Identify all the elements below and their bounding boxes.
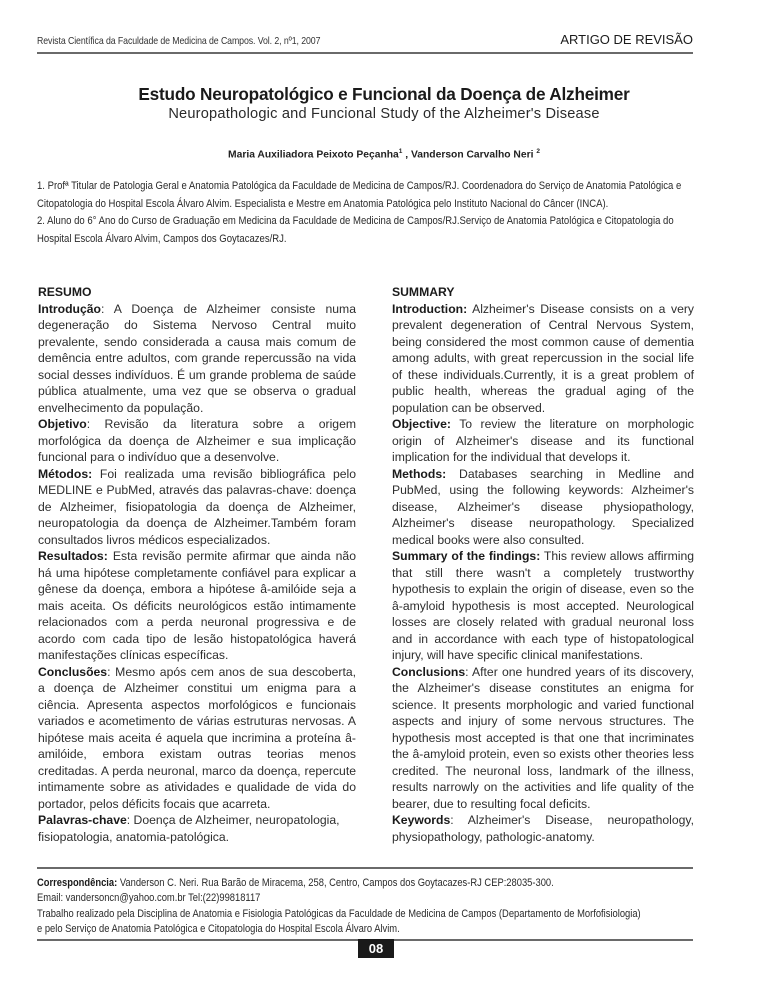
section-label: Keywords	[392, 813, 451, 827]
work-credit-line: e pelo Serviço de Anatomia Patológica e Citopatologia do Hospital Escola Álvaro Alvim.	[37, 923, 400, 936]
affiliations	[37, 178, 685, 248]
abstract-paragraph	[38, 416, 356, 466]
section-text: To review the literature on morphologic origin of Alzheimer's disease and its functional implication for the individual that develops it.	[392, 417, 694, 464]
label-separator: :	[100, 301, 114, 316]
abstract-paragraph	[38, 548, 356, 664]
abstract-paragraph	[38, 664, 356, 813]
summary-heading: SUMMARY	[392, 285, 455, 299]
section-label: Methods:	[392, 466, 447, 481]
author-name: Maria Auxiliadora Peixoto Peçanha	[228, 149, 399, 161]
section-label: Conclusões	[38, 664, 108, 679]
section-text: Revisão da literatura sobre a origem morfológica da doença de Alzheimer e sua implicação funcional para o indivíduo que a desenvolve.	[38, 417, 356, 464]
correspondence-label: Correspondência:	[37, 877, 118, 889]
article-subtitle: Neuropathologic and Funcional Study of the Alzheimer's Disease	[168, 106, 600, 122]
running-header	[37, 30, 693, 54]
section-label: Palavras-chave	[38, 813, 127, 827]
section-text: Databases searching in Medline and PubMed, using the following keywords: Alzheimer's disease, Alzheimer's disease physiopathology, Alzheimer's disease neuropathology. Specialized medical books were also consulted.	[392, 466, 694, 547]
author-mark: 2	[536, 148, 540, 155]
affiliation-2: 2. Aluno do 6° Ano do Curso de Graduação em Medicina da Faculdade de Medicina de Campos/RJ.Serviço de Anatomia Patológica e Citopatologia do Hospital Escola Álvaro Alvim, Campos dos Goytacazes/RJ.	[37, 215, 674, 245]
abstract-portuguese	[38, 284, 356, 845]
section-label: Conclusions	[392, 664, 466, 679]
label-separator	[446, 467, 459, 481]
keywords-paragraph	[38, 812, 356, 845]
abstract-paragraph	[392, 416, 694, 466]
abstract-english	[392, 284, 694, 845]
abstract-paragraph	[392, 548, 694, 664]
section-text: Foi realizada uma revisão bibliográfica pelo MEDLINE e PubMed, através das palavras-chave: doença de Alzheimer, fisiopatologia da doença de Alzheimer, neuropatologia da doença de Alzheimer.Também foram consultados livros médicos especializados.	[38, 466, 356, 547]
page-number: 08	[358, 939, 394, 958]
contact-line: Email: vandersoncn@yahoo.com.br Tel:(22)99818117	[37, 892, 261, 905]
abstract-paragraph	[38, 301, 356, 417]
label-separator: :	[126, 813, 134, 827]
section-text: Mesmo após cem anos de sua descoberta, a doença de Alzheimer constitui um enigma para a ciência. Apresenta aspectos morfológicos e funcionais variados e acometimento de várias estruturas nervosas. A hipótese mais aceita é aquela que incrimina a proteína â-amilóide, embora existam outras teorias menos creditadas. A perda neuronal, marco da doença, repercute intimamente sobre as atividades e qualidade de vida do portador, pelos déficits focais que acarreta.	[38, 664, 356, 811]
section-text: Alzheimer's Disease consists on a very prevalent degeneration of Central Nervous System, being considered the most common cause of dementia among adults, with great repercussion in the social life of these individuals.Currently, it is a great problem of public health, whereas the gradual aging of the population can be observed.	[392, 301, 695, 415]
section-text: Doença de Alzheimer, neuropatologia, fisiopatologia, anatomia-patológica.	[38, 813, 340, 844]
affiliation-1: 1. Profª Titular de Patologia Geral e Anatomia Patológica da Faculdade de Medicina de Campos/RJ. Coordenadora do Serviço de Anatomia Patológica e Citopatologia do Hospital Escola Álvaro Alvim. Especialista e Mestre em Anatomia Patológica pelo Instituto Nacional do Câncer (INCA).	[37, 180, 682, 210]
section-label: Introduction:	[392, 301, 468, 316]
keywords-paragraph	[392, 812, 694, 845]
section-text: Alzheimer's Disease, neuropathology, physiopathology, pathologic-anatomy.	[392, 813, 694, 844]
abstract-paragraph	[392, 466, 694, 549]
section-label: Objective:	[392, 417, 451, 431]
journal-citation: Revista Científica da Faculdade de Medicina de Campos. Vol. 2, nº1, 2007	[37, 36, 321, 47]
author-name: Vanderson Carvalho Neri	[410, 149, 534, 161]
article-type-label: ARTIGO DE REVISÃO	[560, 32, 693, 47]
section-text: Esta revisão permite afirmar que ainda não há uma hipótese completamente confiável para explicar a gênese da doença, embora a hipótese â-amilóide seja a mais aceita. Os déficits neurológicos estão intimamente relacionados com a perda neuronal progressiva e de acordo com cada tipo de lesão histopatológica haverá manifestações clínicas específicas.	[38, 549, 356, 662]
author-separator: ,	[402, 149, 411, 161]
correspondence-address: Vanderson C. Neri. Rua Barão de Miracema, 258, Centro, Campos dos Goytacazes-RJ CEP:28035-300.	[117, 877, 554, 889]
author-mark: 1	[398, 148, 403, 155]
section-label: Objetivo	[38, 417, 87, 431]
section-label: Resultados:	[38, 549, 108, 563]
label-separator: :	[86, 417, 105, 431]
label-separator	[92, 467, 100, 481]
article-title: Estudo Neuropatológico e Funcional da Doença de Alzheimer	[138, 84, 630, 104]
section-text: A Doença de Alzheimer consiste numa degeneração do Sistema Nervoso Central muito prevalente, sendo considerada a causa mais comum de demência entre adultos, com grande repercussão na vida social desses indivíduos. É um grande problema de saúde pública atualmente, uma vez que se observa o gradual envelhecimento da população.	[38, 301, 356, 415]
section-label: Summary of the findings:	[392, 549, 541, 563]
author-list	[0, 148, 768, 160]
resumo-heading: RESUMO	[38, 285, 92, 299]
abstract-paragraph	[38, 466, 356, 549]
section-label: Métodos:	[38, 466, 93, 481]
label-separator: :	[450, 813, 468, 827]
section-text: This review allows affirming that still there wasn't a completely trustworthy hypothesis to explain the origin of disease, even so the â-amyloid hypothesis is most accepted. Neurological losses are closely related with gradual neuronal loss and in accordance with each type of histopatological injury, will have specific clinical manifestations.	[392, 549, 695, 662]
correspondence-line	[37, 876, 692, 891]
work-credit-line: Trabalho realizado pela Disciplina de Anatomia e Fisiologia Patológicas da Faculdade de Medicina de Campos (Departamento de Morfofisiologia)	[37, 907, 641, 920]
section-text: After one hundred years of its discovery, the Alzheimer's disease constitutes an enigma for science. It presents morphologic and varied functional aspects and injury of some nervous structures. The hypothesis most accepted is that one that incriminates the â-amyloid protein, even so exists other theories less credited. The neuronal loss, landmark of the illness, results narrowly on the activities and life quality of the bearer, due to resulting focal deficits.	[392, 664, 694, 811]
label-separator	[451, 417, 459, 431]
label-separator: :	[107, 664, 116, 679]
abstract-paragraph	[392, 664, 694, 813]
correspondence-footer	[37, 867, 693, 941]
section-label: Introdução	[38, 301, 101, 316]
abstract-paragraph	[392, 301, 694, 417]
label-separator: :	[465, 664, 473, 679]
